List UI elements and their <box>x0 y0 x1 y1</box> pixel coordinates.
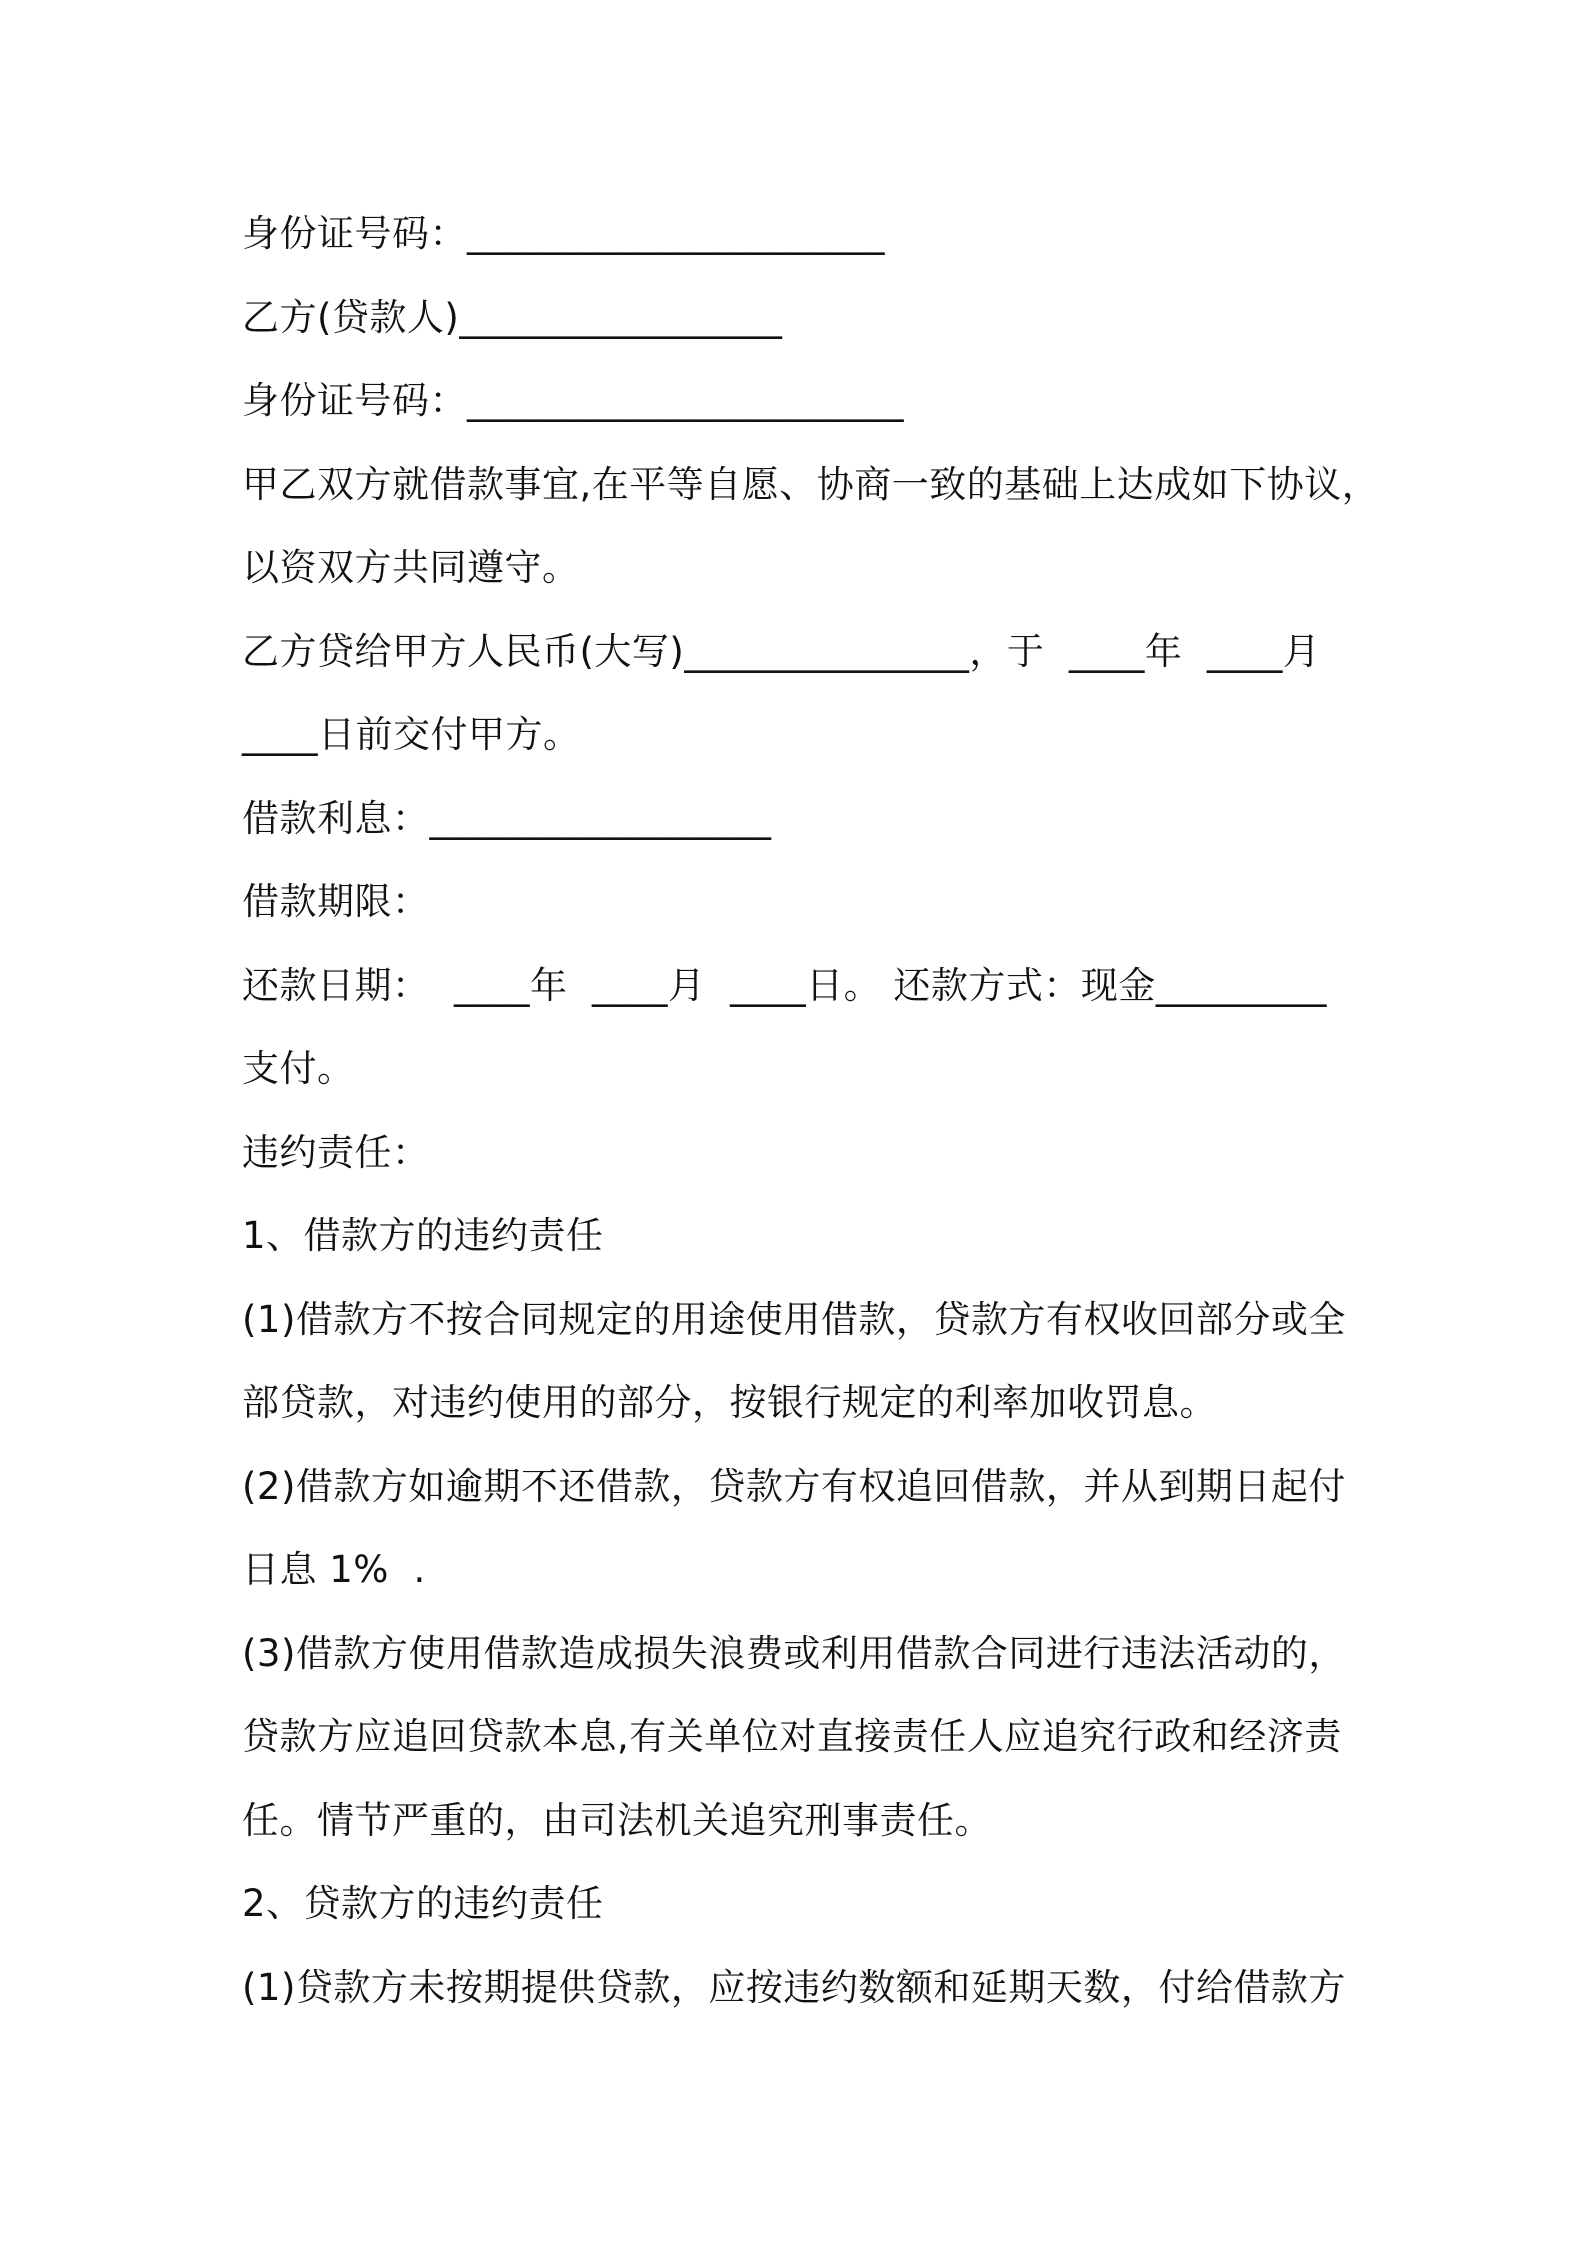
borrower-id-number-line: 身份证号码：______________________ <box>242 212 885 255</box>
borrower-clause-1-line-2: 部贷款，对违约使用的部分，按银行规定的利率加收罚息。 <box>242 1381 1217 1424</box>
agreement-intro-line-1: 甲乙双方就借款事宜,在平等自愿、协商一致的基础上达成如下协议， <box>242 462 1380 506</box>
borrower-liability-heading: 1、借款方的违约责任 <box>242 1214 604 1257</box>
borrower-clause-1-line-1: (1)借款方不按合同规定的用途使用借款，贷款方有权收回部分或全 <box>242 1297 1346 1341</box>
lender-name-line: 乙方(贷款人)_________________ <box>242 295 783 339</box>
loan-amount-line-2: ____日前交付甲方。 <box>242 713 581 756</box>
borrower-clause-3-line-3: 任。情节严重的，由司法机关追究刑事责任。 <box>242 1798 992 1842</box>
borrower-clause-2-line-1: (2)借款方如逾期不还借款，贷款方有权追回借款，并从到期日起付 <box>242 1464 1346 1508</box>
loan-amount-line-1: 乙方贷给甲方人民币(大写)_______________，于 ____年 ____月 <box>242 629 1321 673</box>
repayment-line-2: 支付。 <box>242 1047 355 1090</box>
agreement-intro-line-2: 以资双方共同遵守。 <box>242 546 580 589</box>
loan-term-line: 借款期限： <box>242 880 430 923</box>
borrower-clause-2-line-2: 日息 1% . <box>242 1548 426 1591</box>
lender-clause-1-line-1: (1)贷款方未按期提供贷款，应按违约数额和延期天数，付给借款方 <box>242 1965 1346 2009</box>
lender-liability-heading: 2、贷款方的违约责任 <box>242 1882 604 1925</box>
liability-heading: 违约责任： <box>242 1130 430 1174</box>
repayment-line-1: 还款日期： ____年 ____月 ____日。 还款方式：现金_________ <box>242 963 1327 1007</box>
loan-interest-line: 借款利息：__________________ <box>242 796 772 840</box>
borrower-clause-3-line-1: (3)借款方使用借款造成损失浪费或利用借款合同进行违法活动的， <box>242 1631 1346 1675</box>
lender-id-number-line: 身份证号码：_______________________ <box>242 379 904 422</box>
borrower-clause-3-line-2: 贷款方应追回贷款本息,有关单位对直接责任人应追究行政和经济责 <box>242 1715 1342 1758</box>
document-page <box>242 192 1380 2029</box>
